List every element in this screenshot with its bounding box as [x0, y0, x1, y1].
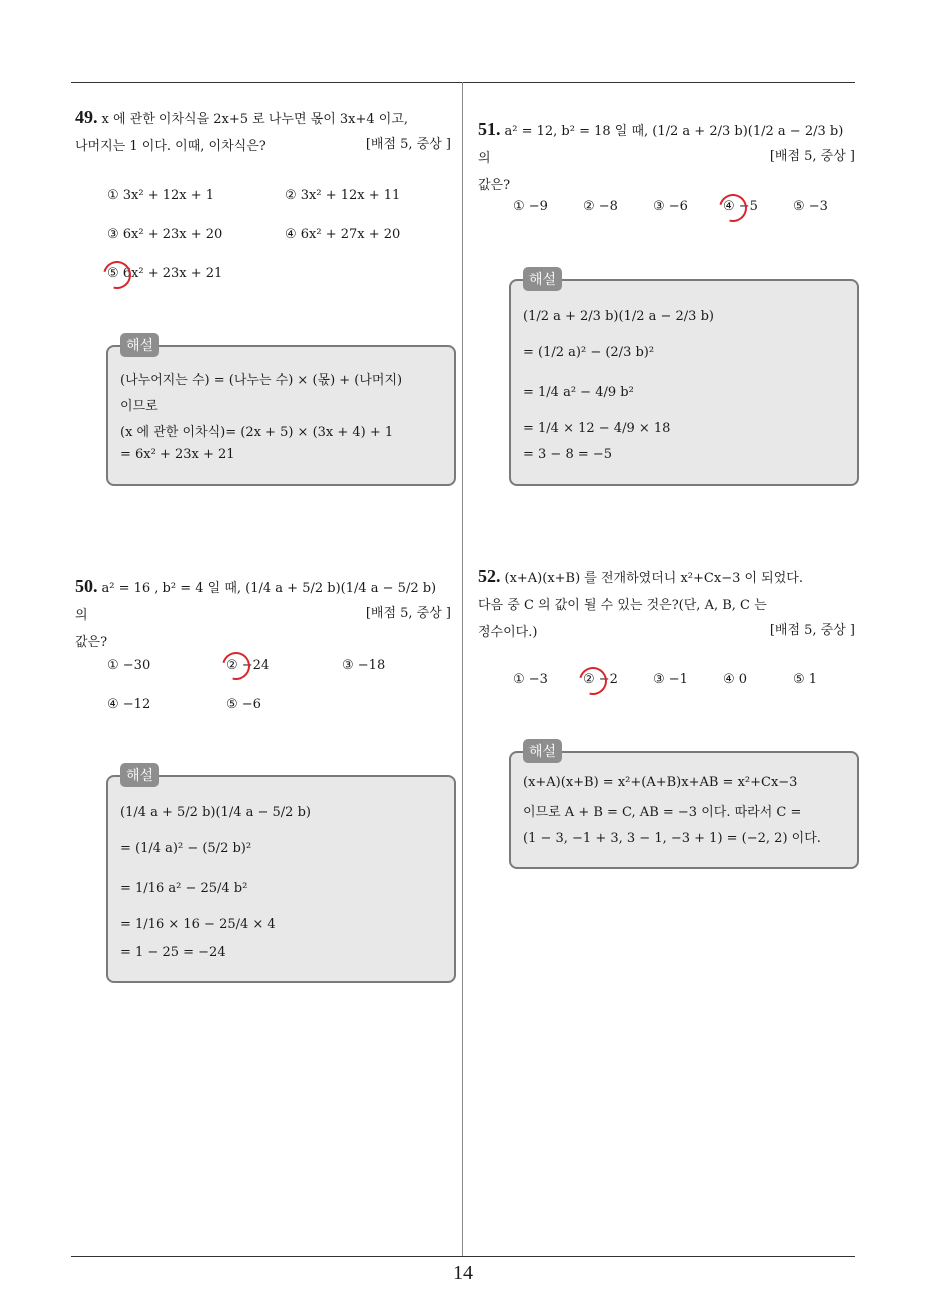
solution-line: (1 − 3, −1 + 3, 3 − 1, −3 + 1) = (−2, 2) 이다.: [523, 831, 821, 846]
solution-line: (1/2 a + 2/3 b)(1/2 a − 2/3 b): [523, 309, 714, 324]
choice-2[interactable]: ② −2: [583, 672, 618, 687]
solution-line: = 1 − 25 = −24: [120, 945, 226, 960]
solution-line: = 1/16 × 16 − 25/4 × 4: [120, 917, 276, 932]
solution-line: (x 에 관한 이차식)= (2x + 5) × (3x + 4) + 1: [120, 425, 394, 440]
solution-title: 해설: [523, 267, 562, 291]
problem-number: 50.: [75, 576, 98, 596]
page-number: 14: [453, 1262, 473, 1284]
solution-line: = (1/4 a)² − (5/2 b)²: [120, 841, 252, 856]
choice-1[interactable]: ① −30: [107, 658, 151, 673]
choice-1[interactable]: ① −3: [513, 672, 548, 687]
solution-box-51: [509, 272, 859, 486]
solution-title: 해설: [523, 739, 562, 763]
choice-5[interactable]: ⑤ −6: [226, 697, 261, 712]
solution-line: = 3 − 8 = −5: [523, 447, 613, 462]
solution-line: 이므로: [120, 399, 158, 414]
solution-line: = 1/4 × 12 − 4/9 × 18: [523, 421, 671, 436]
solution-line: (나누어지는 수) = (나누는 수) × (몫) + (나머지): [120, 373, 403, 388]
problem-text: a² = 16 , b² = 4 일 때, (1/4 a + 5/2 b)(1/4 a − 5/2 b) 의 값은?: [75, 581, 437, 650]
choice-2[interactable]: ② 3x² + 12x + 11: [285, 188, 401, 203]
solution-title: 해설: [120, 333, 159, 357]
choice-5[interactable]: ⑤ 1: [793, 672, 818, 687]
problem-number: 52.: [478, 566, 501, 586]
solution-title: 해설: [120, 763, 159, 787]
score-meta: [배점 5, 중상 ]: [365, 137, 451, 152]
solution-line: = 6x² + 23x + 21: [120, 447, 235, 462]
solution-line: = (1/2 a)² − (2/3 b)²: [523, 345, 655, 360]
choice-5[interactable]: ⑤ 6x² + 23x + 21: [107, 266, 223, 281]
solution-line: 이므로 A + B = C, AB = −3 이다. 따라서 C =: [523, 805, 802, 820]
problem-text: x 에 관한 이차식을 2x+5 로 나누면 몫이 3x+4 이고, 나머지는 1 이다. 이때, 이차식은?: [75, 112, 409, 154]
choice-3[interactable]: ③ 6x² + 23x + 20: [107, 227, 223, 242]
answer-circle-mark: [574, 662, 612, 700]
problem-text: (x+A)(x+B) 를 전개하였더니 x²+Cx−3 이 되었다. 다음 중 C 의 값이 될 수 있는 것은?(단, A, B, C 는 정수이다.): [478, 571, 803, 640]
solution-line: = 1/16 a² − 25/4 b²: [120, 881, 248, 896]
problem-number: 49.: [75, 107, 98, 127]
solution-line: (x+A)(x+B) = x²+(A+B)x+AB = x²+Cx−3: [523, 775, 798, 790]
solution-box-52: [509, 744, 859, 869]
choice-2[interactable]: ② −8: [583, 199, 618, 214]
problem-number: 51.: [478, 119, 501, 139]
top-rule: [71, 82, 855, 83]
choice-1[interactable]: ① −9: [513, 199, 548, 214]
choice-4[interactable]: ④ −12: [107, 697, 151, 712]
problem-text: a² = 12, b² = 18 일 때, (1/2 a + 2/3 b)(1/2 a − 2/3 b) 의 값은?: [478, 124, 844, 193]
choice-4[interactable]: ④ 0: [723, 672, 748, 687]
score-meta: [배점 5, 중상 ]: [769, 149, 855, 164]
choice-1[interactable]: ① 3x² + 12x + 1: [107, 188, 215, 203]
solution-box-49: [106, 338, 456, 486]
choice-5[interactable]: ⑤ −3: [793, 199, 828, 214]
problem-52: [478, 563, 855, 646]
choice-3[interactable]: ③ −1: [653, 672, 688, 687]
score-meta: [배점 5, 중상 ]: [365, 606, 451, 621]
column-divider: [462, 82, 463, 1257]
choice-3[interactable]: ③ −6: [653, 199, 688, 214]
choice-4[interactable]: ④ 6x² + 27x + 20: [285, 227, 401, 242]
bottom-rule: [71, 1256, 855, 1257]
problem-49: [75, 104, 451, 160]
problem-51: [478, 116, 855, 199]
score-meta: [배점 5, 중상 ]: [769, 623, 855, 638]
choice-4[interactable]: ④ −5: [723, 199, 758, 214]
choice-3[interactable]: ③ −18: [342, 658, 386, 673]
solution-box-50: [106, 768, 456, 983]
solution-line: = 1/4 a² − 4/9 b²: [523, 385, 634, 400]
problem-50: [75, 573, 451, 656]
solution-line: (1/4 a + 5/2 b)(1/4 a − 5/2 b): [120, 805, 311, 820]
choice-2[interactable]: ② −24: [226, 658, 270, 673]
answer-circle-mark: [98, 256, 136, 294]
